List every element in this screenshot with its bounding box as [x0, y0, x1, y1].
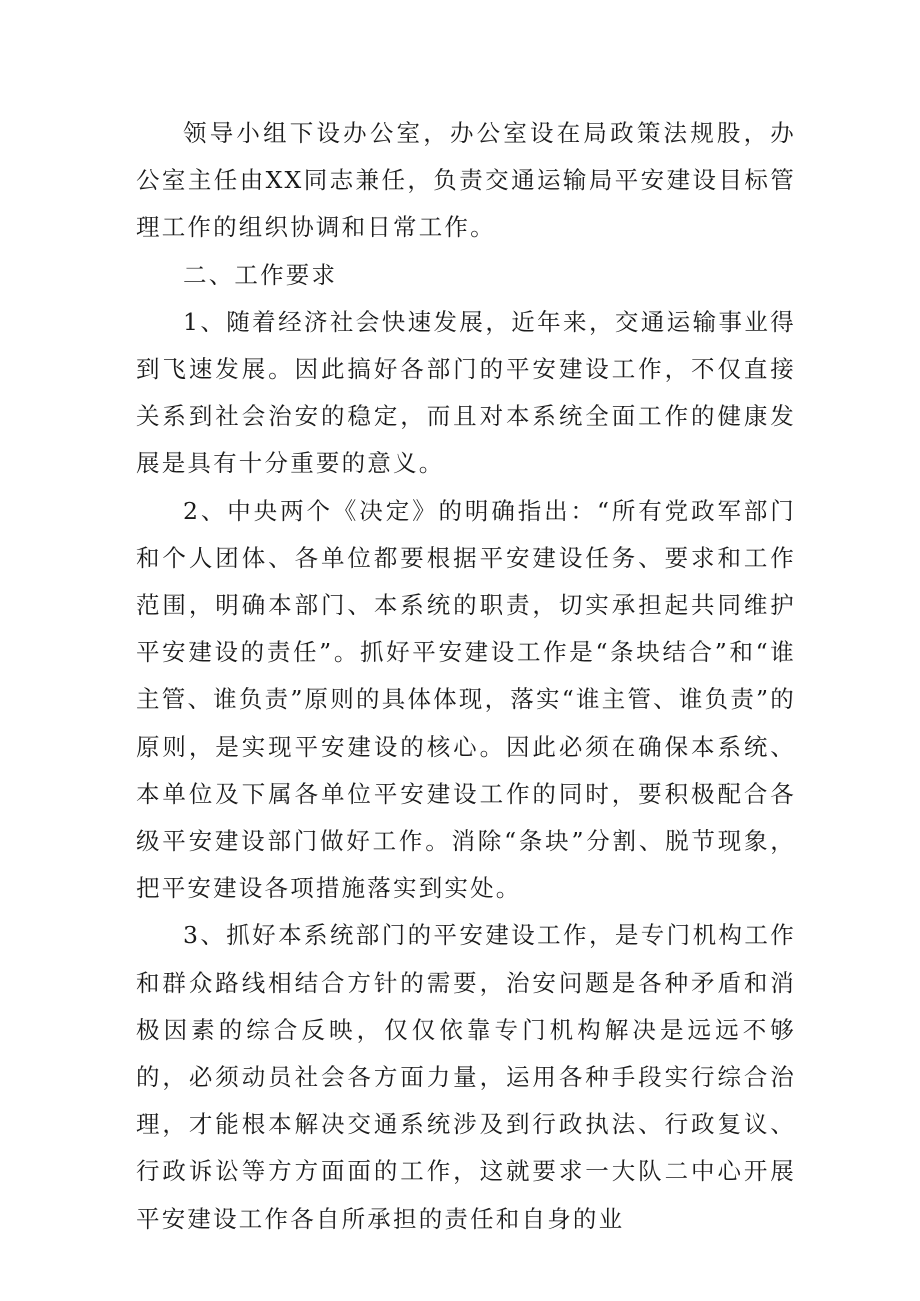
document-body — [136, 110, 796, 1243]
paragraph-requirement-1: 1、随着经济社会快速发展，近年来，交通运输事业得到飞速发展。因此搞好各部门的平安建设工作，不仅直接关系到社会治安的稳定，而且对本系统全面工作的健康发展是具有十分重要的意义。 — [136, 307, 796, 478]
paragraph-requirement-2: 2、中央两个《决定》的明确指出：“所有党政军部门和个人团体、各单位都要根据平安建设任务、要求和工作范围，明确本部门、本系统的职责，切实承担起共同维护平安建设的责任”。抓好平安建设工作是“条块结合”和“谁主管、谁负责”原则的具体体现，落实“谁主管、谁负责”的原则，是实现平安建设的核心。因此必须在确保本系统、本单位及下属各单位平安建设工作的同时，要积极配合各级平安建设部门做好工作。消除“条块”分割、脱节现象，把平安建设各项措施落实到实处。 — [136, 496, 796, 903]
paragraph-office-setup: 领导小组下设办公室，办公室设在局政策法规股，办公室主任由XX同志兼任，负责交通运输局平安建设目标管理工作的组织协调和日常工作。 — [136, 119, 796, 242]
section-heading-work-requirements: 二、工作要求 — [183, 260, 338, 289]
paragraph-requirement-3: 3、抓好本系统部门的平安建设工作，是专门机构工作和群众路线相结合方针的需要，治安问题是各种矛盾和消极因素的综合反映，仅仅依靠专门机构解决是远远不够的，必须动员社会各方面力量，运用各种手段实行综合治理，才能根本解决交通系统涉及到行政执法、行政复议、行政诉讼等方方面面的工作，这就要求一大队二中心开展平安建设工作各自所承担的责任和自身的业 — [136, 921, 796, 1233]
